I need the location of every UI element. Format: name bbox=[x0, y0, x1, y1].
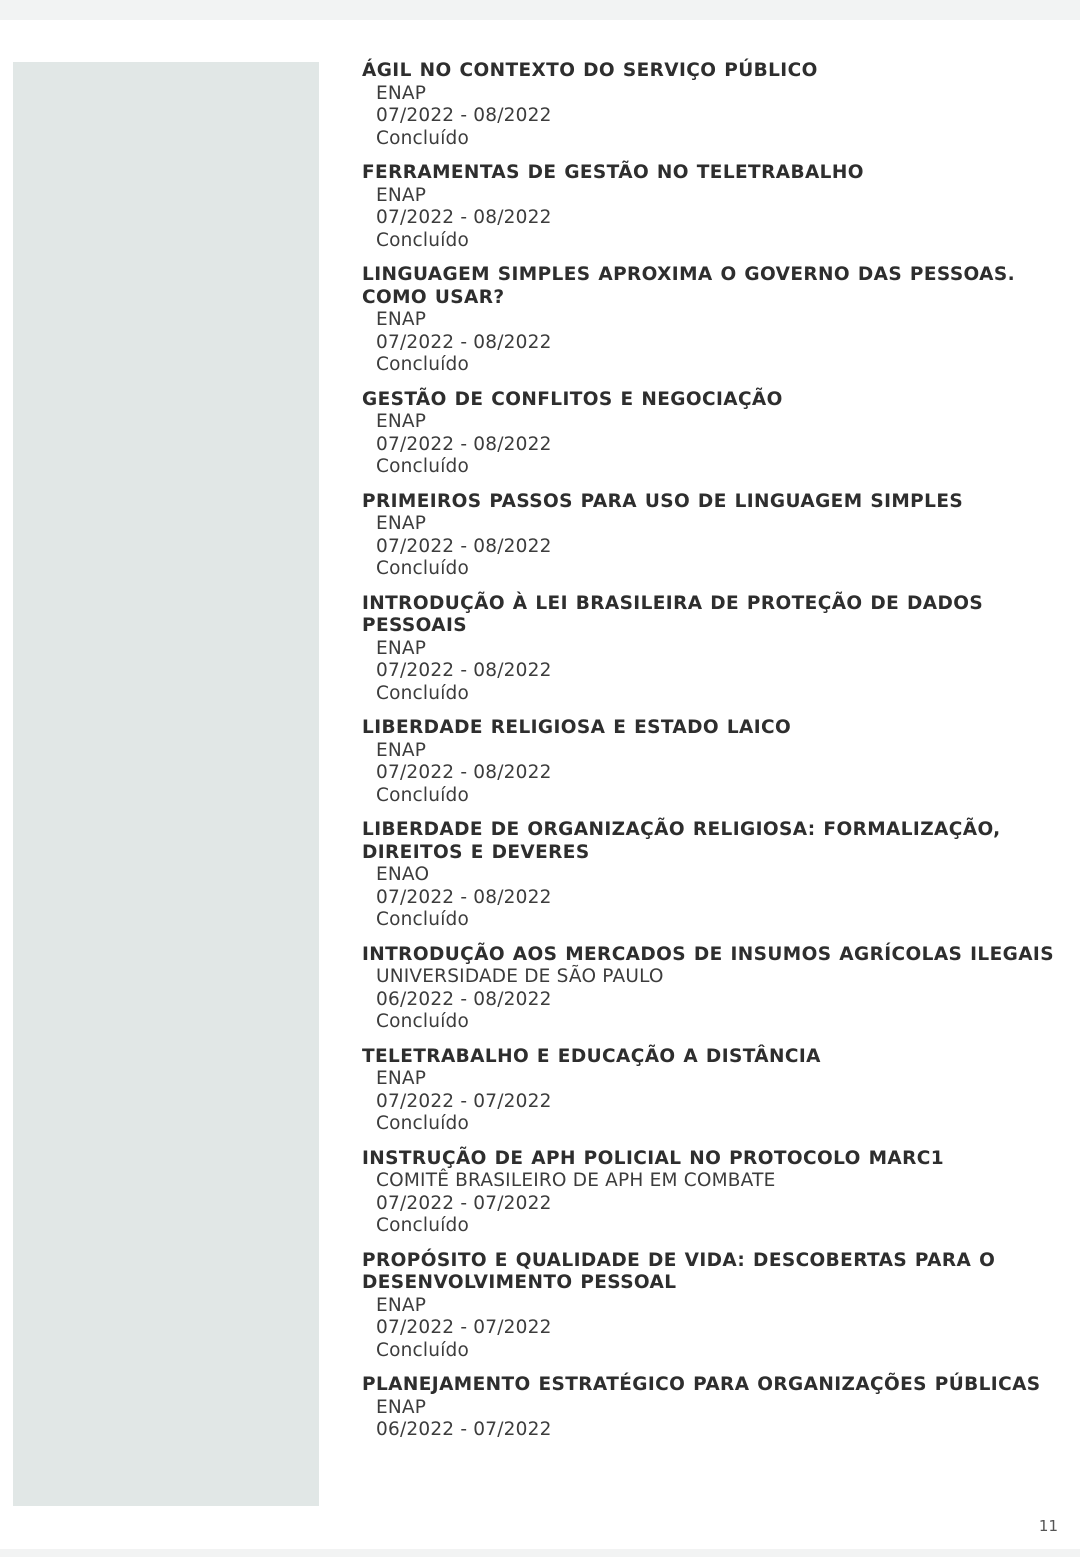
course-status: Concluído bbox=[376, 1339, 469, 1361]
courses-list bbox=[362, 60, 1062, 1454]
course-period: 07/2022 - 07/2022 bbox=[376, 1090, 552, 1112]
course-status: Concluído bbox=[376, 1113, 469, 1134]
page-number: 11 bbox=[1038, 1517, 1058, 1535]
course-period: 06/2022 - 07/2022 bbox=[376, 1419, 552, 1440]
course-institution: ENAP bbox=[376, 411, 427, 432]
course-status: Concluído bbox=[376, 229, 469, 251]
course-period: 07/2022 - 08/2022 bbox=[376, 433, 552, 455]
course-entry bbox=[362, 162, 1062, 252]
course-title: ÁGIL NO CONTEXTO DO SERVIÇO PÚBLICO bbox=[362, 60, 818, 81]
course-entry bbox=[362, 60, 1062, 150]
sidebar-panel bbox=[13, 62, 319, 1506]
course-entry bbox=[362, 491, 1062, 581]
course-entry bbox=[362, 1250, 1062, 1363]
course-period: 07/2022 - 08/2022 bbox=[376, 660, 552, 681]
course-period: 07/2022 - 08/2022 bbox=[376, 105, 552, 126]
course-entry bbox=[362, 819, 1062, 932]
course-period: 07/2022 - 07/2022 bbox=[376, 1317, 552, 1338]
course-institution: COMITÊ BRASILEIRO DE APH EM COMBATE bbox=[376, 1170, 776, 1191]
course-status: Concluído bbox=[376, 354, 469, 375]
course-title: INTRODUÇÃO AOS MERCADOS DE INSUMOS AGRÍCOLAS ILEGAIS bbox=[362, 943, 1054, 965]
course-entry bbox=[362, 389, 1062, 479]
course-institution: ENAP bbox=[376, 1294, 427, 1316]
course-entry bbox=[362, 1374, 1062, 1442]
course-period: 07/2022 - 08/2022 bbox=[376, 762, 552, 783]
course-title: INSTRUÇÃO DE APH POLICIAL NO PROTOCOLO MARC1 bbox=[362, 1147, 944, 1169]
course-title: PRIMEIROS PASSOS PARA USO DE LINGUAGEM SIMPLES bbox=[362, 490, 964, 512]
course-period: 07/2022 - 08/2022 bbox=[376, 535, 552, 557]
course-institution: ENAP bbox=[376, 637, 427, 659]
course-title: INTRODUÇÃO À LEI BRASILEIRA DE PROTEÇÃO DE DADOS PESSOAIS bbox=[362, 592, 984, 636]
course-status: Concluído bbox=[376, 127, 469, 149]
course-title: PROPÓSITO E QUALIDADE DE VIDA: DESCOBERTAS PARA O DESENVOLVIMENTO PESSOAL bbox=[362, 1249, 996, 1293]
course-period: 06/2022 - 08/2022 bbox=[376, 988, 552, 1010]
course-status: Concluído bbox=[376, 456, 469, 477]
document-page bbox=[0, 20, 1080, 1549]
course-entry bbox=[362, 593, 1062, 706]
course-entry bbox=[362, 1046, 1062, 1136]
course-title: GESTÃO DE CONFLITOS E NEGOCIAÇÃO bbox=[362, 388, 783, 410]
course-title: LIBERDADE RELIGIOSA E ESTADO LAICO bbox=[362, 717, 792, 738]
course-period: 07/2022 - 08/2022 bbox=[376, 331, 552, 353]
course-institution: ENAP bbox=[376, 82, 427, 104]
course-institution: ENAP bbox=[376, 184, 427, 206]
course-title: LINGUAGEM SIMPLES APROXIMA O GOVERNO DAS PESSOAS. COMO USAR? bbox=[362, 264, 1016, 308]
course-status: Concluído bbox=[376, 909, 469, 930]
course-entry bbox=[362, 944, 1062, 1034]
course-entry bbox=[362, 1148, 1062, 1238]
course-status: Concluído bbox=[376, 558, 469, 579]
course-institution: ENAP bbox=[376, 513, 427, 534]
course-status: Concluído bbox=[376, 1011, 469, 1032]
course-status: Concluído bbox=[376, 682, 469, 704]
course-status: Concluído bbox=[376, 1215, 469, 1236]
course-period: 07/2022 - 08/2022 bbox=[376, 886, 552, 908]
course-period: 07/2022 - 08/2022 bbox=[376, 207, 552, 228]
course-title: LIBERDADE DE ORGANIZAÇÃO RELIGIOSA: FORMALIZAÇÃO, DIREITOS E DEVERES bbox=[362, 819, 1001, 863]
course-title: FERRAMENTAS DE GESTÃO NO TELETRABALHO bbox=[362, 162, 864, 183]
course-institution: ENAP bbox=[376, 1068, 427, 1089]
course-institution: UNIVERSIDADE DE SÃO PAULO bbox=[376, 966, 664, 987]
course-title: PLANEJAMENTO ESTRATÉGICO PARA ORGANIZAÇÕES PÚBLICAS bbox=[362, 1374, 1041, 1395]
course-period: 07/2022 - 07/2022 bbox=[376, 1192, 552, 1214]
course-institution: ENAP bbox=[376, 1396, 427, 1418]
course-institution: ENAP bbox=[376, 739, 427, 761]
course-institution: ENAP bbox=[376, 309, 427, 330]
course-institution: ENAO bbox=[376, 864, 430, 885]
course-entry bbox=[362, 717, 1062, 807]
course-title: TELETRABALHO E EDUCAÇÃO A DISTÂNCIA bbox=[362, 1045, 821, 1067]
course-entry bbox=[362, 264, 1062, 377]
course-status: Concluído bbox=[376, 784, 469, 806]
